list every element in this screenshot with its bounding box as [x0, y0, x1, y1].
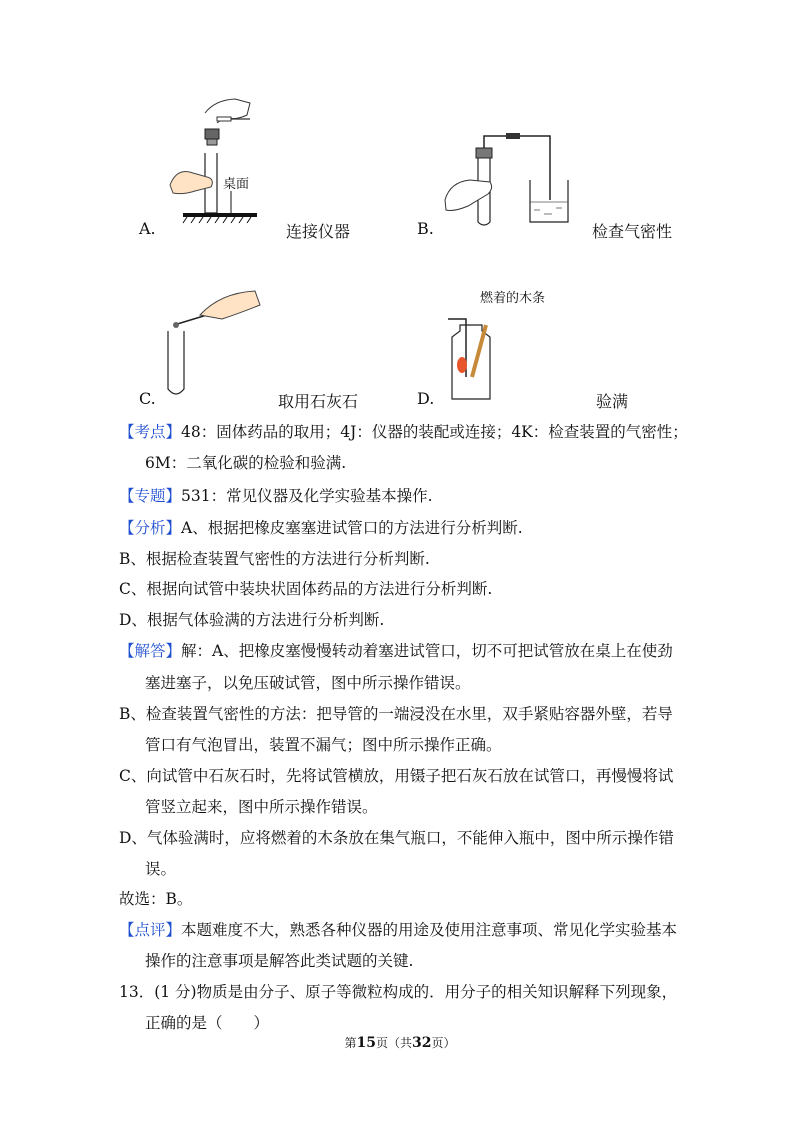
jieda-d-line-2: 误。 — [145, 860, 177, 878]
fenxi-tag: 【分析】 — [119, 519, 182, 537]
jieda-c-line-1: C、向试管中石灰石时，先将试管横放，用镊子把石灰石放在试管口，再慢慢将试 — [119, 767, 674, 785]
fenxi-text: A、根据把橡皮塞塞进试管口的方法进行分析判断. — [181, 519, 523, 537]
jieda-line-2: 塞进塞子，以免压破试管，图中所示操作错误。 — [145, 674, 471, 692]
figure-take-limestone — [160, 285, 270, 400]
jieda-c-line-2: 管竖立起来，图中所示操作错误。 — [145, 798, 378, 816]
fenxi-line-1 — [119, 517, 523, 539]
footer-pre: 第 — [344, 1036, 357, 1050]
option-c-text: 取用石灰石 — [278, 392, 359, 411]
dianping-text-1: 本题难度不大，熟悉各种仪器的用途及使用注意事项、常见化学实验基本 — [181, 921, 678, 939]
dianping-tag: 【点评】 — [119, 921, 182, 939]
option-c-letter: C. — [139, 389, 156, 408]
jieda-b-line-1: B、检查装置气密性的方法：把导管的一端浸没在水里，双手紧贴容器外壁，若导 — [119, 705, 673, 723]
zhuanti-line — [119, 485, 433, 507]
kaodian-line-2: 6M：二氧化碳的检验和验满. — [145, 454, 347, 472]
dianping-line-1 — [119, 919, 677, 941]
figure-label-burning-splint: 燃着的木条 — [480, 291, 546, 306]
figure-gas-full-test — [440, 285, 565, 405]
kaodian-text-1: 48：固体药品的取用；4J：仪器的装配或连接；4K：检查装置的气密性； — [181, 423, 688, 441]
footer-post: 页） — [431, 1036, 456, 1050]
zhuanti-text: 531：常见仪器及化学实验基本操作. — [181, 487, 433, 505]
figure-connect-apparatus — [165, 95, 265, 230]
figure-label-desk: 桌面 — [223, 177, 250, 192]
zhuanti-tag: 【专题】 — [119, 487, 182, 505]
kaodian-line-1 — [119, 421, 688, 443]
option-b-text: 检查气密性 — [592, 222, 673, 241]
page-footer — [0, 1034, 800, 1051]
option-d-letter: D. — [417, 389, 435, 408]
option-d-text: 验满 — [596, 392, 629, 411]
kaodian-tag: 【考点】 — [119, 423, 182, 441]
jieda-b-line-2: 管口有气泡冒出，装置不漏气；图中所示操作正确。 — [145, 736, 502, 754]
option-b-letter: B. — [417, 219, 434, 238]
option-a-text: 连接仪器 — [286, 222, 351, 241]
question-13-line-1: 13．(1 分)物质是由分子、原子等微粒构成的．用分子的相关知识解释下列现象， — [119, 983, 678, 1001]
fenxi-line-b: B、根据检查装置气密性的方法进行分析判断. — [119, 550, 430, 568]
jieda-d-line-1: D、气体验满时，应将燃着的木条放在集气瓶口，不能伸入瓶中，图中所示操作错 — [119, 829, 674, 847]
figure-check-airtightness — [440, 130, 575, 230]
dianping-line-2: 操作的注意事项是解答此类试题的关键. — [145, 952, 414, 970]
fenxi-line-c: C、根据向试管中装块状固体药品的方法进行分析判断. — [119, 580, 493, 598]
footer-page: 15 — [356, 1035, 376, 1051]
footer-mid: 页（共 — [375, 1036, 412, 1050]
fenxi-line-d: D、根据气体验满的方法进行分析判断. — [119, 611, 385, 629]
jieda-line-1 — [119, 640, 673, 662]
footer-total: 32 — [412, 1035, 432, 1051]
jieda-text-1: 解：A、把橡皮塞慢慢转动着塞进试管口，切不可把试管放在桌上在使劲 — [181, 642, 673, 660]
option-a-letter: A. — [139, 219, 156, 238]
question-13-line-2: 正确的是（ ） — [145, 1014, 270, 1032]
jieda-tag: 【解答】 — [119, 642, 182, 660]
jieda-answer: 故选：B。 — [119, 890, 193, 908]
